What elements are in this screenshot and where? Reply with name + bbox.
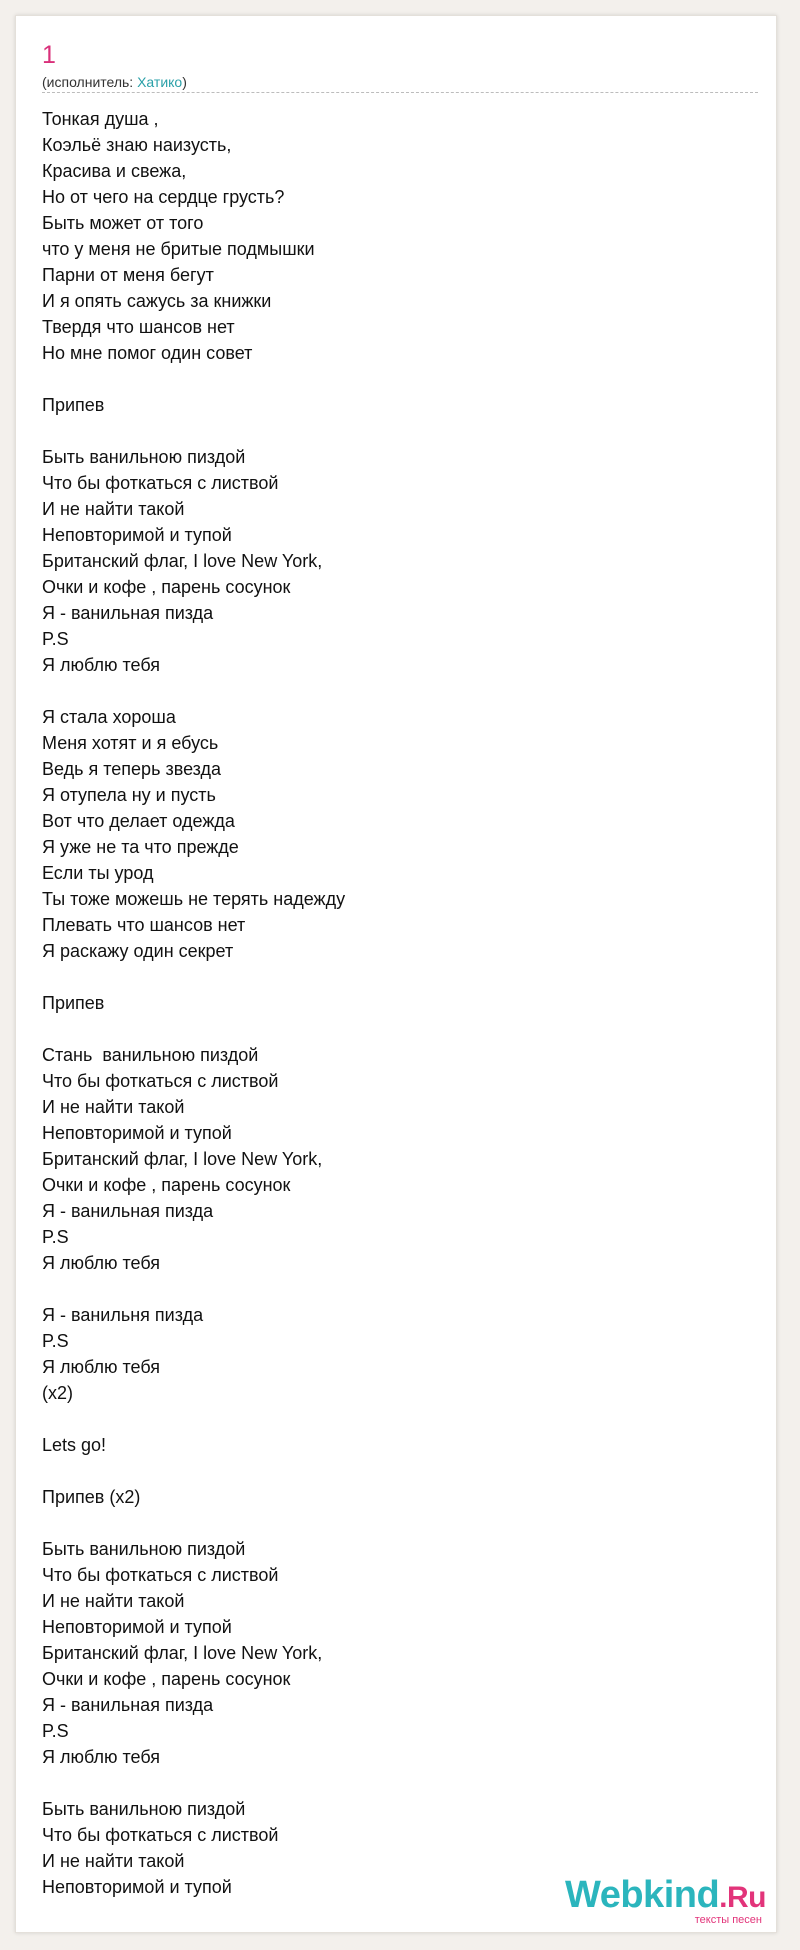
logo-main-text: Webkind xyxy=(565,1874,720,1916)
lyric-blank-line xyxy=(42,678,742,704)
lyric-line: Ты тоже можешь не терять надежду xyxy=(42,889,346,909)
lyric-line: И не найти такой xyxy=(42,499,185,519)
lyric-line: Очки и кофе , парень сосунок xyxy=(42,577,291,597)
lyric-line: Британский флаг, I love New York, xyxy=(42,1643,323,1663)
lyric-blank-line xyxy=(42,1510,742,1536)
lyric-line: Я люблю тебя xyxy=(42,1357,161,1377)
lyric-line: Что бы фоткаться с листвой xyxy=(42,473,279,493)
lyric-line: Меня хотят и я ебусь xyxy=(42,733,219,753)
lyric-line: Британский флаг, I love New York, xyxy=(42,1149,323,1169)
lyric-line: Очки и кофе , парень сосунок xyxy=(42,1669,291,1689)
lyric-blank-line xyxy=(42,1770,742,1796)
lyric-blank-line xyxy=(42,366,742,392)
lyric-line: P.S xyxy=(42,1331,69,1351)
lyric-line: Я уже не та что прежде xyxy=(42,837,239,857)
artist-link[interactable]: Хатико xyxy=(137,74,183,90)
lyric-line: Если ты урод xyxy=(42,863,154,883)
lyric-line: P.S xyxy=(42,1227,69,1247)
lyric-blank-line xyxy=(42,1458,742,1484)
lyric-line: Я люблю тебя xyxy=(42,1747,161,1767)
lyric-line: Красива и свежа, xyxy=(42,161,187,181)
lyric-line: Британский флаг, I love New York, xyxy=(42,551,323,571)
lyric-line: И не найти такой xyxy=(42,1097,185,1117)
lyric-line: Стань ванильною пиздой xyxy=(42,1045,259,1065)
lyric-line: Припев (x2) xyxy=(42,1487,141,1507)
lyric-line: (x2) xyxy=(42,1383,73,1403)
lyric-line: Быть ванильною пиздой xyxy=(42,447,246,467)
lyric-blank-line xyxy=(42,418,742,444)
logo-suffix-text: .Ru xyxy=(719,1881,766,1914)
artist-prefix: (исполнитель: xyxy=(42,74,138,90)
lyric-line: Быть может от того xyxy=(42,213,204,233)
lyric-line: Я - ванильня пизда xyxy=(42,1305,204,1325)
lyric-line: И я опять сажусь за книжки xyxy=(42,291,272,311)
lyric-line: Но мне помог один совет xyxy=(42,343,253,363)
lyric-line: Тонкая душа , xyxy=(42,109,159,129)
lyric-blank-line xyxy=(42,1016,742,1042)
lyric-line: что у меня не бритые подмышки xyxy=(42,239,315,259)
lyric-line: Неповторимой и тупой xyxy=(42,1617,232,1637)
lyric-line: Ведь я теперь звезда xyxy=(42,759,222,779)
lyric-line: Быть ванильною пиздой xyxy=(42,1799,246,1819)
artist-line xyxy=(42,73,187,91)
logo-wordmark xyxy=(565,1875,766,1918)
lyric-line: Неповторимой и тупой xyxy=(42,525,232,545)
lyric-line: Неповторимой и тупой xyxy=(42,1123,232,1143)
lyric-line: Я стала хороша xyxy=(42,707,176,727)
lyric-line: Неповторимой и тупой xyxy=(42,1877,232,1897)
site-logo[interactable] xyxy=(565,1875,766,1926)
lyric-line: Я раскажу один секрет xyxy=(42,941,234,961)
lyric-line: Я - ванильная пизда xyxy=(42,1695,214,1715)
lyric-line: И не найти такой xyxy=(42,1851,185,1871)
lyric-line: Припев xyxy=(42,395,105,415)
lyric-line: Lets go! xyxy=(42,1435,107,1455)
lyric-line: Коэльё знаю наизусть, xyxy=(42,135,232,155)
lyric-line: Парни от меня бегут xyxy=(42,265,214,285)
lyric-line: И не найти такой xyxy=(42,1591,185,1611)
lyric-line: P.S xyxy=(42,629,69,649)
lyric-line: Что бы фоткаться с листвой xyxy=(42,1565,279,1585)
lyric-line: Что бы фоткаться с листвой xyxy=(42,1825,279,1845)
lyric-blank-line xyxy=(42,964,742,990)
lyric-blank-line xyxy=(42,1276,742,1302)
lyric-line: Я люблю тебя xyxy=(42,1253,161,1273)
lyric-line: Плевать что шансов нет xyxy=(42,915,246,935)
lyric-line: Но от чего на сердце грусть? xyxy=(42,187,285,207)
lyrics-page xyxy=(15,15,777,1933)
lyric-line: Я отупела ну и пусть xyxy=(42,785,216,805)
lyric-blank-line xyxy=(42,1406,742,1432)
lyric-line: Я люблю тебя xyxy=(42,655,161,675)
artist-suffix: ) xyxy=(182,74,187,90)
title-separator xyxy=(42,92,758,93)
lyric-line: Я - ванильная пизда xyxy=(42,603,214,623)
lyric-line: Твердя что шансов нет xyxy=(42,317,235,337)
logo-tagline: тексты песен xyxy=(694,1914,762,1926)
lyric-line: Быть ванильною пиздой xyxy=(42,1539,246,1559)
lyric-line: Я - ванильная пизда xyxy=(42,1201,214,1221)
lyric-line: Что бы фоткаться с листвой xyxy=(42,1071,279,1091)
lyrics-body xyxy=(42,106,742,1900)
lyric-line: P.S xyxy=(42,1721,69,1741)
lyric-line: Очки и кофе , парень сосунок xyxy=(42,1175,291,1195)
lyric-line: Припев xyxy=(42,993,105,1013)
lyric-line: Вот что делает одежда xyxy=(42,811,235,831)
song-title: 1 xyxy=(42,41,56,69)
